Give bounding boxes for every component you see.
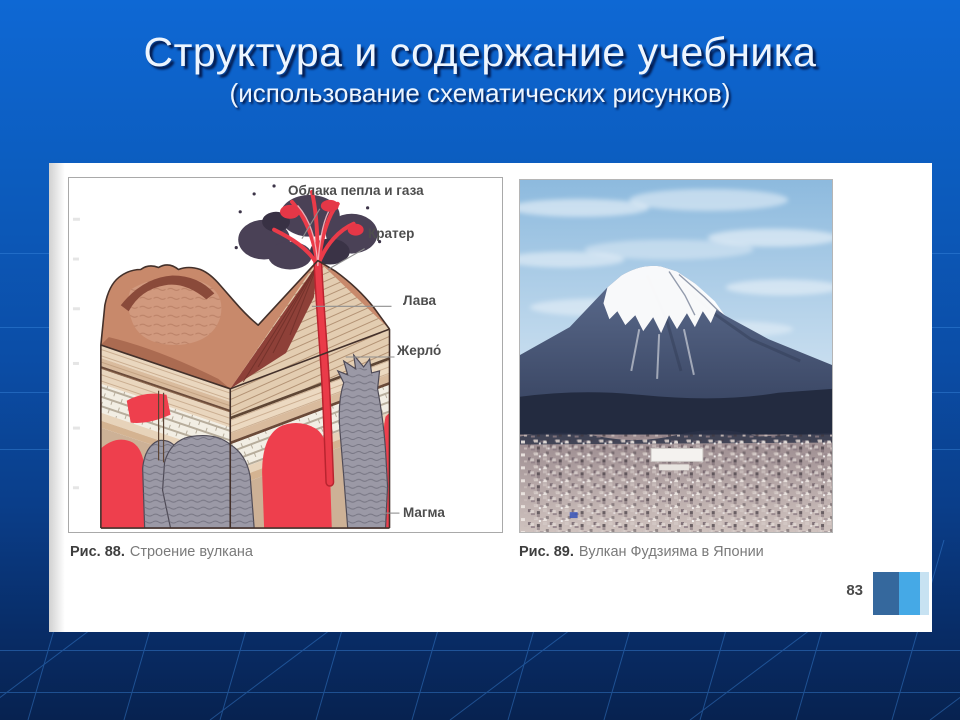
label-lava: Лава [403, 293, 436, 308]
label-crater: Кратер [368, 226, 415, 241]
fuji-photo [520, 180, 832, 532]
label-ash-cloud: Облака пепла и газа [288, 183, 424, 198]
label-vent: Жерло́ [397, 343, 442, 358]
page-number: 83 [846, 582, 863, 599]
caption-88-number: Рис. 88. [70, 544, 125, 560]
fuji-photo-frame [519, 179, 833, 533]
scan-artifacts [73, 218, 80, 489]
figure-caption-88 [70, 544, 253, 560]
title-block [0, 31, 960, 107]
accent-square-dark [873, 572, 899, 615]
accent-square-light [899, 572, 920, 615]
figure-caption-89 [519, 544, 764, 560]
content-panel [49, 163, 932, 632]
caption-89-number: Рис. 89. [519, 544, 574, 560]
caption-88-text: Строение вулкана [129, 544, 253, 560]
slide-title: Структура и содержание учебника [143, 29, 817, 75]
label-magma: Магма [403, 505, 445, 520]
accent-square-pale [920, 572, 929, 615]
slide-subtitle: (использование схематических рисунков) [229, 78, 731, 109]
accent-square [873, 572, 929, 615]
white-building [651, 448, 703, 461]
caption-89-text: Вулкан Фудзияма в Японии [578, 544, 764, 560]
